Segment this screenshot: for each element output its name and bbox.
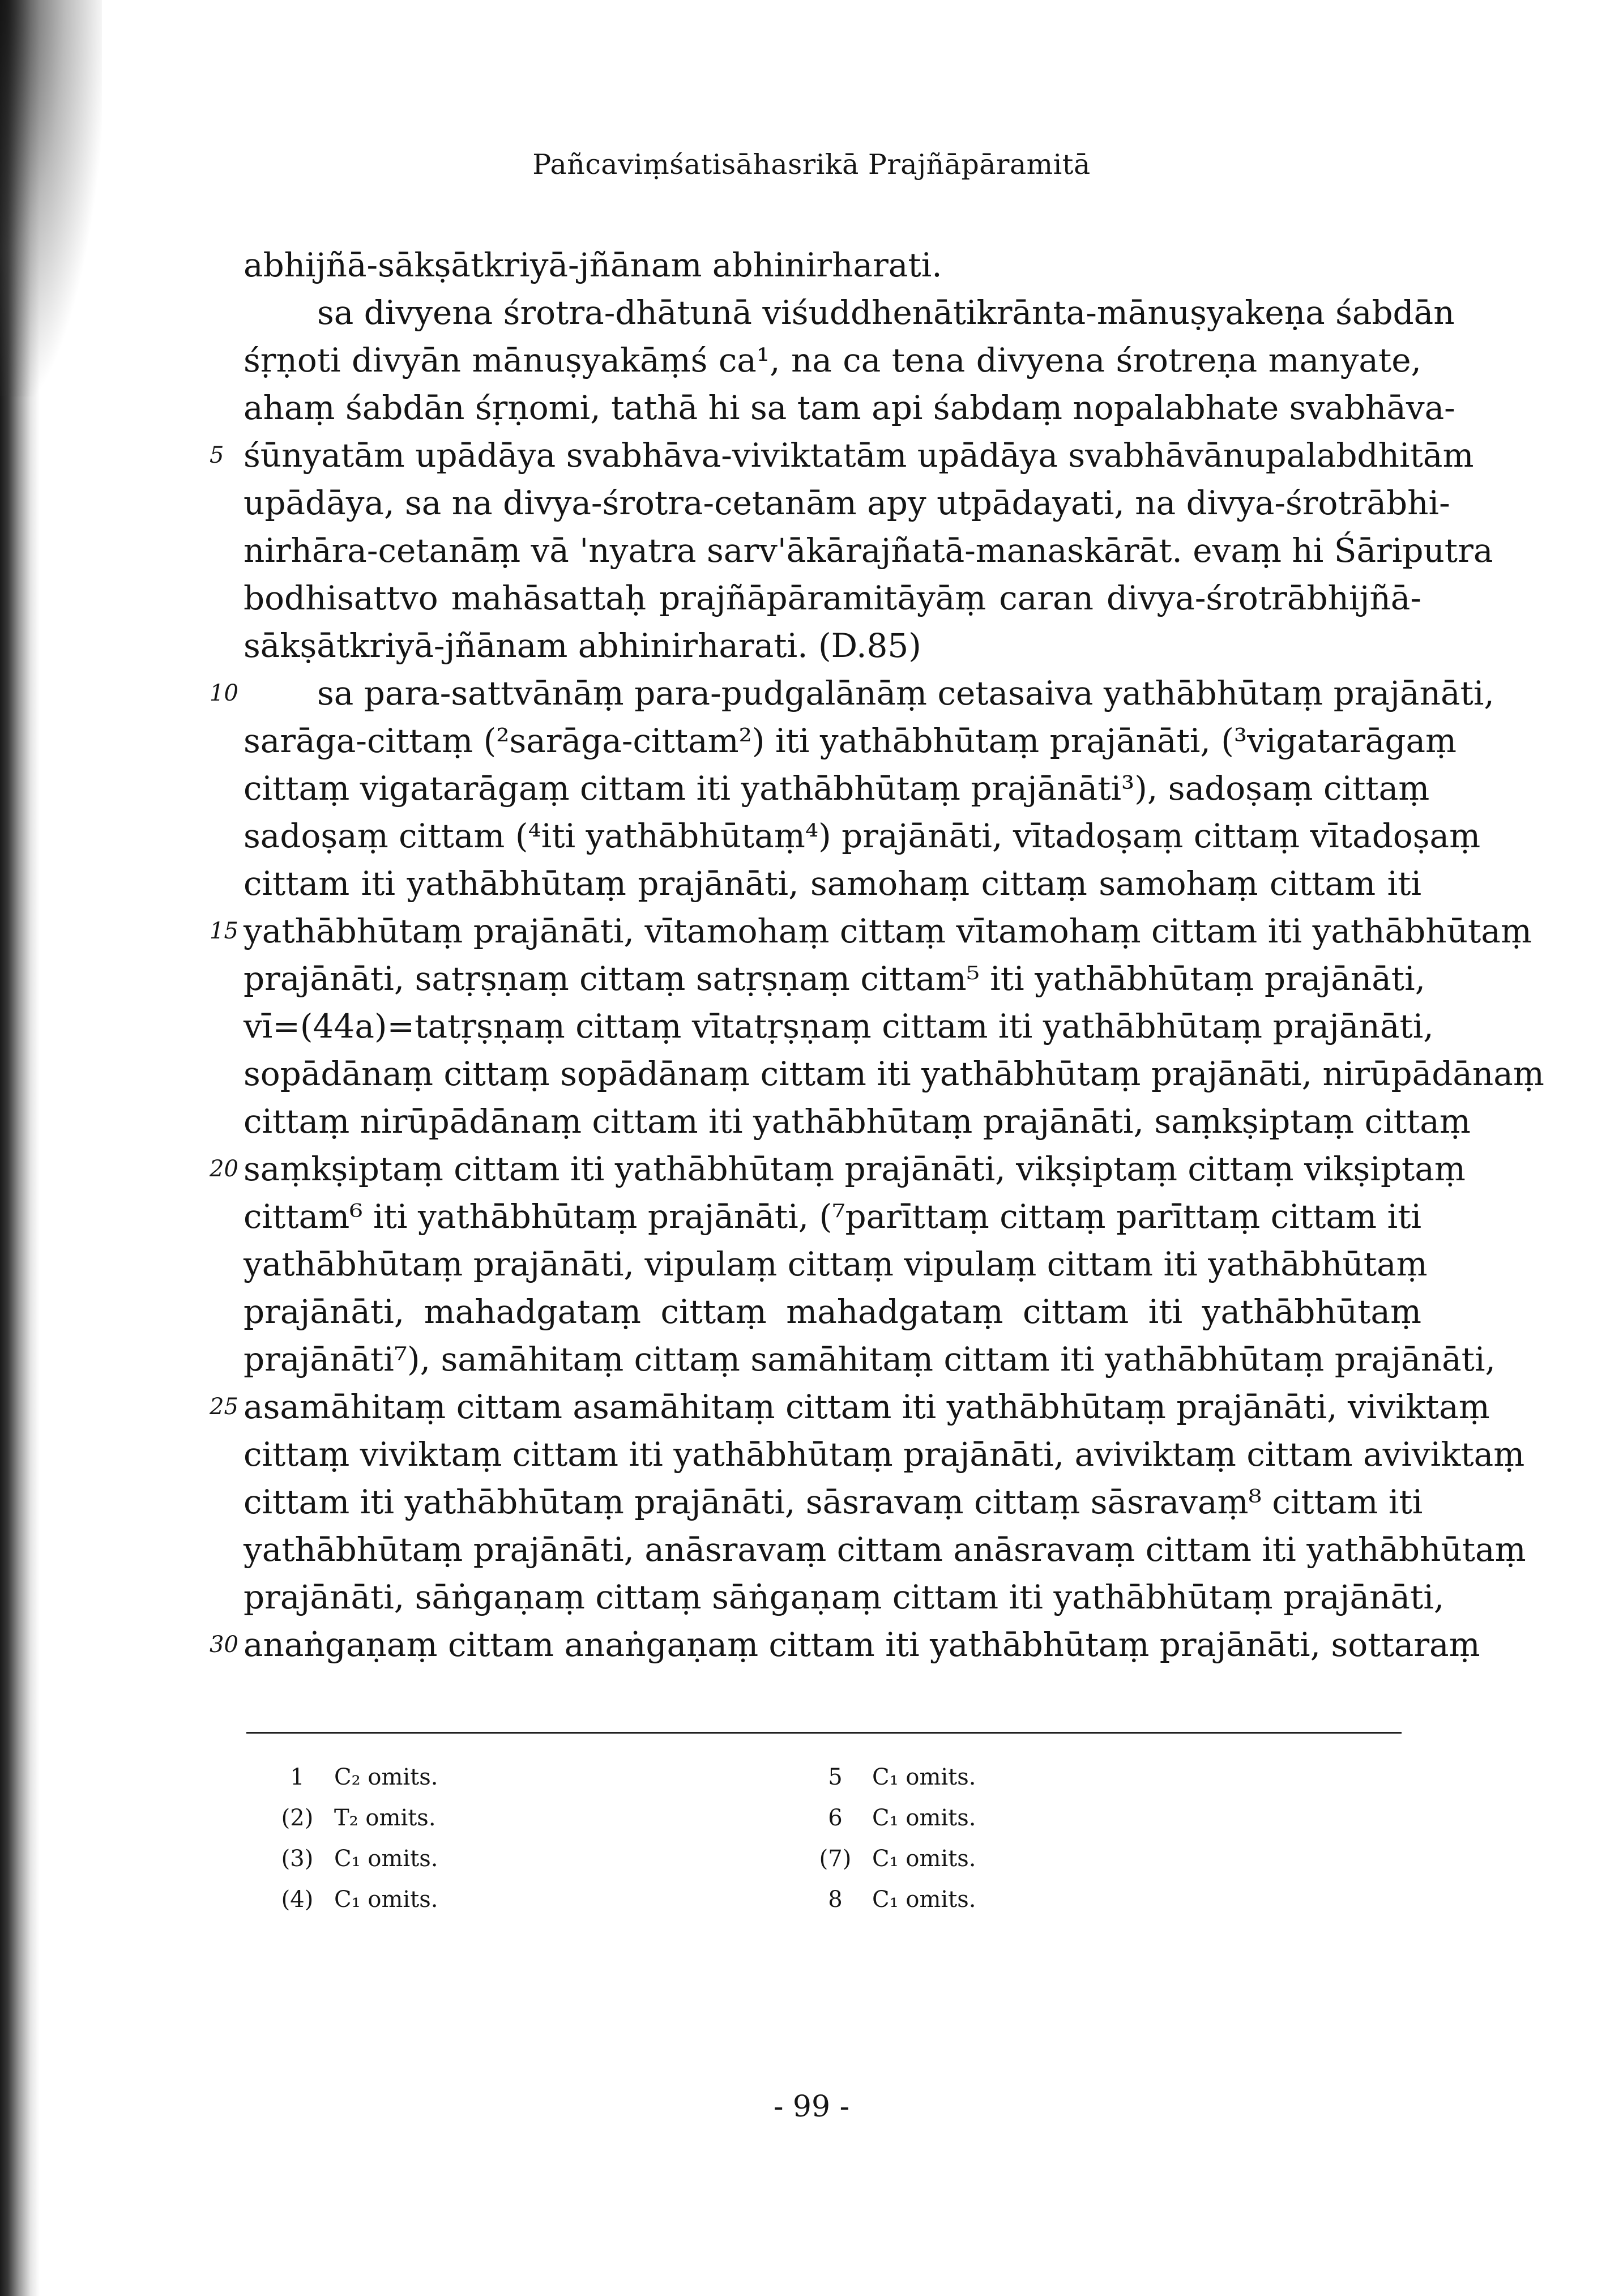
text-line: anaṅgaṇaṃ cittam anaṅgaṇaṃ cittam iti yathābhūtaṃ prajānāti, sottaraṃ — [244, 1625, 1480, 1664]
text-line: śṛṇoti divyān mānuṣyakāṃś ca¹, na ca tena divyena śrotreṇa manyate, — [244, 341, 1421, 379]
text-line: nirhāra-cetanāṃ vā 'nyatra sarv'ākārajñatā-manaskārāt. evaṃ hi Śāriputra — [244, 531, 1493, 570]
text-line: prajānāti, mahadgataṃ cittaṃ mahadgataṃ cittam iti yathābhūtaṃ — [244, 1292, 1421, 1331]
line-number: 30 — [210, 1632, 238, 1658]
text-line: vī=(44a)=tatṛṣṇaṃ cittaṃ vītatṛṣṇaṃ cittam iti yathābhūtaṃ prajānāti, — [244, 1007, 1434, 1045]
text-line: ahaṃ śabdān śṛṇomi, tathā hi sa tam api śabdaṃ nopalabhate svabhāva- — [244, 389, 1455, 427]
text-line: abhijñā-sākṣātkriyā-jñānam abhinirharati. — [244, 246, 942, 284]
footnote-mark: (7) — [819, 1846, 852, 1872]
footnote-mark: 5 — [828, 1764, 843, 1790]
footnote-text: C₁ omits. — [334, 1846, 438, 1872]
footnote-text: C₁ omits. — [872, 1764, 976, 1790]
footnote-mark: 6 — [828, 1805, 843, 1831]
footnote-text: T₂ omits. — [334, 1805, 436, 1831]
footnote — [798, 1802, 976, 1834]
footnote-mark: (2) — [281, 1805, 314, 1831]
line-number: 25 — [210, 1394, 238, 1420]
text-line: yathābhūtaṃ prajānāti, vipulaṃ cittaṃ vipulaṃ cittam iti yathābhūtaṃ — [244, 1245, 1428, 1283]
text-line: sopādānaṃ cittaṃ sopādānaṃ cittam iti yathābhūtaṃ prajānāti, nirūpādānaṃ — [244, 1055, 1544, 1093]
line-number: 5 — [210, 442, 224, 468]
scan-corner-shadow — [0, 0, 102, 396]
text-line: upādāya, sa na divya-śrotra-cetanām apy utpādayati, na divya-śrotrābhi- — [244, 484, 1450, 522]
footnote-text: C₁ omits. — [872, 1887, 976, 1913]
text-line: sākṣātkriyā-jñānam abhinirharati. (D.85) — [244, 626, 921, 665]
line-number: 15 — [210, 918, 238, 944]
text-line: asamāhitaṃ cittam asamāhitaṃ cittam iti yathābhūtaṃ prajānāti, viviktaṃ — [244, 1388, 1490, 1426]
footnote-text: C₁ omits. — [872, 1805, 976, 1831]
text-line: śūnyatām upādāya svabhāva-viviktatām upādāya svabhāvānupalabdhitām — [244, 436, 1474, 475]
page-number: - 99 - — [773, 2090, 850, 2124]
footnote — [260, 1761, 438, 1793]
footnote — [260, 1884, 438, 1915]
line-number: 10 — [210, 680, 238, 706]
text-line: prajānāti, sāṅgaṇaṃ cittaṃ sāṅgaṇaṃ cittam iti yathābhūtaṃ prajānāti, — [244, 1578, 1445, 1616]
footnote — [798, 1843, 976, 1875]
text-line: cittam iti yathābhūtaṃ prajānāti, samohaṃ cittaṃ samohaṃ cittam iti — [244, 864, 1421, 903]
text-line: sarāga-cittaṃ (²sarāga-cittam²) iti yathābhūtaṃ prajānāti, (³vigatarāgaṃ — [244, 722, 1457, 760]
footnote — [260, 1802, 436, 1834]
footnote-mark: (4) — [281, 1887, 314, 1913]
text-line: cittaṃ vigatarāgaṃ cittam iti yathābhūtaṃ prajānāti³), sadoṣaṃ cittaṃ — [244, 769, 1430, 808]
text-line: prajānāti⁷), samāhitaṃ cittaṃ samāhitaṃ cittam iti yathābhūtaṃ prajānāti, — [244, 1340, 1496, 1379]
footnote — [260, 1843, 438, 1875]
footnote-mark: (3) — [281, 1846, 314, 1872]
text-line: cittaṃ viviktaṃ cittam iti yathābhūtaṃ prajānāti, aviviktaṃ cittam aviviktaṃ — [244, 1435, 1525, 1474]
line-number: 20 — [210, 1156, 238, 1182]
footnote-text: C₁ omits. — [334, 1887, 438, 1913]
footnote-text: C₁ omits. — [872, 1846, 976, 1872]
footnote — [798, 1884, 976, 1915]
footnote-rule — [246, 1732, 1402, 1734]
text-line: sa divyena śrotra-dhātunā viśuddhenātikrānta-mānuṣyakeṇa śabdān — [317, 293, 1455, 332]
text-line: cittam⁶ iti yathābhūtaṃ prajānāti, (⁷parīttaṃ cittaṃ parīttaṃ cittam iti — [244, 1197, 1421, 1236]
text-line: yathābhūtaṃ prajānāti, anāsravaṃ cittam anāsravaṃ cittam iti yathābhūtaṃ — [244, 1530, 1526, 1569]
text-line: cittam iti yathābhūtaṃ prajānāti, sāsravaṃ cittaṃ sāsravaṃ⁸ cittam iti — [244, 1483, 1423, 1521]
text-line: yathābhūtaṃ prajānāti, vītamohaṃ cittaṃ vītamohaṃ cittam iti yathābhūtaṃ — [244, 912, 1532, 950]
text-line: cittaṃ nirūpādānaṃ cittam iti yathābhūtaṃ prajānāti, saṃkṣiptaṃ cittaṃ — [244, 1102, 1471, 1141]
footnote-mark: 8 — [828, 1887, 843, 1913]
text-line: bodhisattvo mahāsattaḥ prajñāpāramitāyāṃ caran divya-śrotrābhijñā- — [244, 579, 1421, 617]
running-title: Pañcaviṃśatisāhasrikā Prajñāpāramitā — [532, 148, 1091, 181]
footnote — [798, 1761, 976, 1793]
text-line: prajānāti, satṛṣṇaṃ cittaṃ satṛṣṇaṃ cittam⁵ iti yathābhūtaṃ prajānāti, — [244, 959, 1426, 998]
footnote-mark: 1 — [290, 1764, 305, 1790]
text-line: sa para-sattvānāṃ para-pudgalānāṃ cetasaiva yathābhūtaṃ prajānāti, — [317, 674, 1494, 712]
text-line: saṃkṣiptaṃ cittam iti yathābhūtaṃ prajānāti, vikṣiptaṃ cittaṃ vikṣiptaṃ — [244, 1150, 1466, 1188]
text-line: sadoṣaṃ cittam (⁴iti yathābhūtaṃ⁴) prajānāti, vītadoṣaṃ cittaṃ vītadoṣaṃ — [244, 817, 1481, 855]
footnote-text: C₂ omits. — [334, 1764, 438, 1790]
